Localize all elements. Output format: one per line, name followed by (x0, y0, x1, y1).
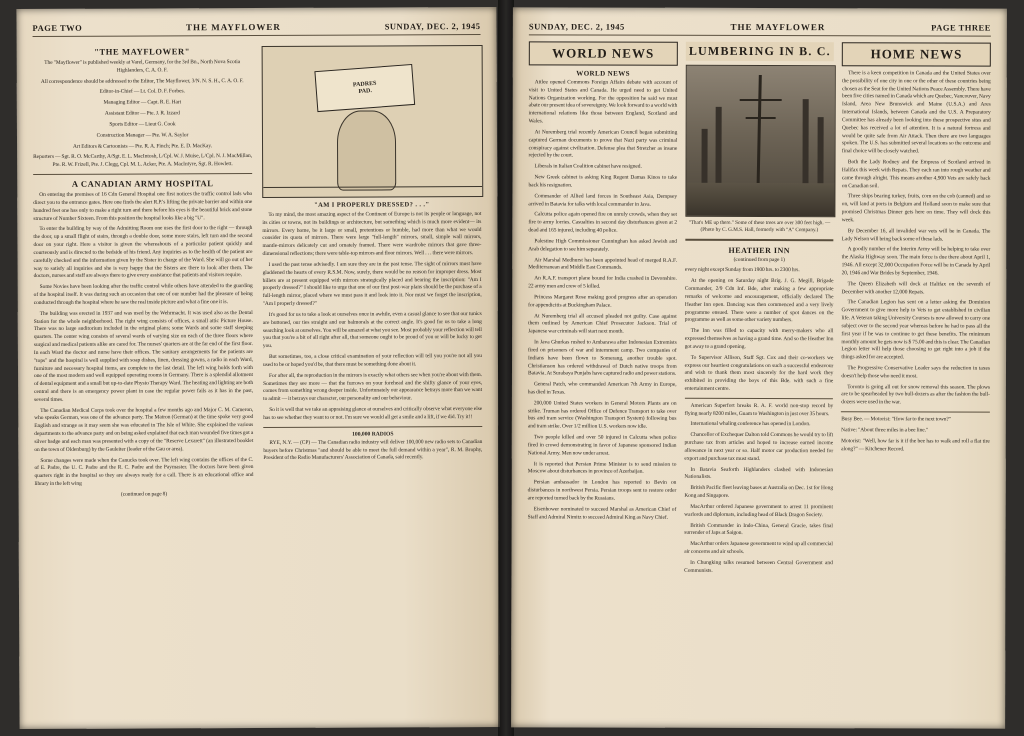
world-para-11: At Nuremberg trial all accused pleaded not guilty. Case against them outlined by American Chief Prosecutor Jackson. Trial of Japanese war criminals will start next month. (528, 312, 677, 335)
world-para-15: Two people killed and over 50 injured in Calcutta when police fired in crowd demonstrating in favor of Japanese sponsored Indian National Army. Men now under arrest. (527, 434, 677, 457)
world-para-14: 200,000 United States workers in General Motors Plants are on strike. Truman has ordered Office of Defence Transport to take over bus and tram service (Washington Transport System) following bus and tram strike. Over 1/2 million U.S. workers now idle. (527, 400, 677, 431)
heather-para-2: At the opening on Saturday night Brig. J. G. Megill, Brigade Commander, 2/9 Cdn Inf. Bde, after making a few appropriate remarks of welcome and encouragement, officially declared The Heather Inn open. Dancing was then commenced and a very lively programme ensued. There were a number of spot dances on the programme as well as some other variety numbers. (684, 278, 834, 324)
staff-line-1: Editor-in-Chief — Lt. Col. D. F. Forbes. (99, 88, 185, 96)
cartoon-illustration (262, 45, 484, 198)
staff-line-3: Assistant Editor — Pte. J. R. Izzard (104, 110, 180, 117)
radios-para: RYE, N.Y. — (CP) — The Canadian radio industry will deliver 100,000 new radio sets to Canadian buyers before Christmas "and should be able to meet the full demand within a year", R. M. Brophy, President of the Radio Manufacturers' Association of Canada, said recently. (263, 438, 483, 462)
heather-para-9: British Pacific fleet leaving bases at Australia on Dec. 1st for Hong Kong and Singapore. (684, 485, 834, 500)
home-para-4: By December 16, all invalided war vets will be in Canada. The Lady Nelson will bring back some of these lads. (841, 227, 991, 243)
divider-double-rule (685, 238, 834, 240)
left-page-masthead (32, 21, 480, 37)
radios-headline: 100,000 RADIOS (352, 431, 394, 438)
masthead-line-2: All correspondence should be addressed to the Editor, The Mayflower, 3/N. N. S. H., C. A. O. F. (40, 77, 244, 85)
newspaper-page-right (511, 7, 1007, 728)
cartoon-caption: "AM I PROPERLY DRESSED? . . ." (314, 201, 430, 209)
newspaper-page-left (16, 7, 499, 729)
left-folio-title: THE MAYFLOWER (185, 21, 281, 33)
home-para-5: A goodly number of the Interim Army will be helping to take over the Alaska Highway soon. The main force is due there about April 1, 1946. All except 32,000 Occupation Force will be in Canada by April 20, 1946 and War Brides by September, 1946. (841, 246, 991, 277)
world-news-subhead: WORLD NEWS (576, 69, 630, 78)
divider-rule-4 (841, 411, 990, 412)
home-para-6: The Queen Elizabeth will dock at Halifax on the seventh of December with another 12,000 Repats. (841, 280, 991, 295)
staff-line-5: Construction Manager — Pte. W. A. Saylor (96, 132, 189, 139)
staff-line-6: Art Editors & Cartoonists — Pte. R. A. Finch; Pte. E. D. MacKay. (72, 142, 213, 150)
photo-spar-pole (756, 75, 761, 195)
right-folio-left: SUNDAY, DEC. 2, 1945 (528, 21, 625, 32)
mirrors-para-4: But sometimes, too, a close critical examination of your reflection will tell you you're not all you used to be or hoped you'd be, that there must be something done about it. (262, 353, 482, 368)
world-para-17: Persian ambassador in London has reported to Bevin on disturbances in northwest Persia. Persian troops sent to restore order are reported turned back by the Russians. (527, 479, 677, 502)
heather-para-1: every night except Sunday from 1900 hrs. to 2300 hrs. (684, 267, 800, 274)
photo-ground (686, 183, 835, 216)
world-para-8: Air Marshal Medhurst has been appointed head of merged R.A.F. Mediterranean and Middle East Commands. (528, 256, 677, 272)
photo-rigging-2 (746, 117, 776, 119)
article-hospital-para-4: The building was erected in 1937 and was used by the Wehrmacht. It was used also as the Dental Station for the whole neighborhood. The right wing consists of offices, a small attic Picture House. There was no large auditorium included in the original plans; some Wards and some staff sleeping quarters. The center wing consists of several wards of varying size on each of the three floors where surgical and medical patients alike are cared for. The nurses' quarters are at the far end of the first floor. In each Ward the doctor and nurse have their offices. The sanitary arrangements for the patients are "tops" and the hospital is well supplied with soap dishes, linen, dressing gowns, a radio in each Ward, furniture and necessary hospital items, are complete to the last detail. The left wing holds forth with one of the most modern and well equipped operating rooms in Germany. There is a splendid allotment of dental equipment and a small but up-to-date Physio Therapy Ward. The heating and lighting are both central and there is an emergency power plant in case the regular power fails as it has in the past, several times. (33, 309, 254, 403)
article-hospital-title: A CANADIAN ARMY HOSPITAL (71, 178, 214, 189)
heather-para-7: Chancellor of Exchequer Dalton told Commons he would try to lift purchase tax from articles and hoped to increase earned income allowance in next year or so. Half motor car production needed for export and purchase tax must stand. (684, 432, 834, 462)
left-folio-left: PAGE TWO (32, 22, 83, 33)
divider-rule-3 (685, 398, 834, 399)
photo-tree-3 (802, 99, 808, 189)
article-hospital-para-1: On entering the premises of 16 Cdn General Hospital one first notices the traffic control lads who direct you to the entrance gates. Here one finds the alert R.P.'s lifting the private barrier and within one hundred feet one has only to make a right turn and there before his eyes is the beautiful brick and stone structure of Number Sixteen. From this position the hospital looks like a big "U". (33, 191, 253, 222)
world-para-18: Eisenhower nominated to succeed Marshal as American Chief of Staff and Admiral Nimitz to succeed Admiral King as Navy Chief. (527, 506, 677, 521)
mirrors-para-1: To my mind, the most amazing aspect of the Continent of Europe is not its people or language, not its cities or towns, not its buildings or architecture, but something which is much more evident— its mirrors. Every home, be it large or small, pretentious or humble, had more than what we would consider its quota of mirrors. There were large "full-length" mirrors, small, simple wall mirrors, mantle-mirrors delicately cut and ornately framed. There were wardrobe mirrors that gave three-dimensional reflections; there were table-top mirrors and floor mirrors. Well . . . there were mirrors. (262, 211, 482, 258)
photo-rigging-1 (740, 99, 782, 101)
world-para-4: New Greek cabinet is asking King Regent Damas Kinos to take back his resignation. (528, 174, 678, 189)
photo-tree-1 (701, 129, 707, 189)
photo-tree-4 (817, 117, 823, 189)
right-page-masthead (529, 21, 991, 36)
staff-line-4: Sports Editor — Lieut G. Cook (109, 121, 176, 128)
left-page-column-2 (262, 41, 483, 502)
article-hospital-para-5: The Canadian Medical Corps took over the hospital a few months ago and Major C. M. Cameron, who speaks German, was one of the advance party. The Matron (German) at the time spoke very good English and strange as it may seem she was educated in The Isle of White. She explained the various departments to the advance party and on being asked explained that each man wounded five times got a silver badge and each man was presented with a copy of the "Reserve Lexarett" (an illustrated booklet on the town of Oldenburg) by the Gauleiter (leader of the Gau or area). (34, 406, 254, 453)
divider-rule (33, 173, 252, 175)
world-para-10: Princess Margaret Rose making good progress after an operation for appendicitis at Buckingham Palace. (528, 294, 677, 309)
cartoon-sign (314, 64, 415, 112)
lumbering-photo-caption: "That's ME up there." Some of these trees are over 300 feet high. — (Photo by C. G.M.S. Hall, formerly with "A" Company.) (688, 219, 831, 234)
heather-para-5: American Superfort breaks R. A. F. world non-stop record by flying nearly 8200 miles, Guam to Washington in just over 35 hours. (684, 402, 834, 417)
home-para-3: Three ships bearing turkey, fruits, corn on the cob (canned) and so on, will land at ports in Belgium and Holland soon to make sure that promised Christmas Dinner gets here on time. They will dock this week. (841, 193, 991, 224)
heather-para-8: In Batavia Seaforth Highlanders clashed with Indonesian Nationalists. (684, 466, 834, 481)
world-para-5: Commander of Allied land forces in Southeast Asia, Dempsey arrived in Batavia for talks with local commander in Java. (528, 193, 678, 208)
photo-tree-2 (716, 106, 722, 189)
masthead-line-1: The "Mayflower" is published weekly at Varel, Germany, for the 3rd Bn., North Nova Scotia Highlanders, C. A. O. F. (44, 59, 241, 74)
heather-para-4: To Supervisor Allison, Staff Sgt. Cox and their co-workers we express our heartiest congratulations on such a successful endeavour and wish to thank them most sincerely for the hard work they exhibited in providing the boys of this Bde. with such a fine entertainment centre. (684, 354, 834, 392)
world-para-1: Attlee opened Commons Foreign Affairs debate with account of visit to United States and Canada. He urged need to get United Nations Organization working. For the opposition he said we must abate our present idea of sovereignty. We look forward to a world with international relations like those between England, Scotland and Wales. (528, 79, 678, 125)
right-folio-title: THE MAYFLOWER (730, 21, 826, 33)
world-para-12: In Java Ghurkas rushed to Ambarawa after Indonesian Extremists fired on prisoners of war and internment camp. Two companies of Indians have been flown to Somerang, another trouble spot. Christianson has ordered withdrawal of Dutch native troops from Batavia. At Surabaya Punjabs have captured radio and power stations. (527, 339, 677, 378)
section-banner-home-news: HOME NEWS (842, 42, 991, 66)
article-hospital-para-2: To enter the building by way of the Admitting Room one uses the first door to the right — through the door, up a small flight of stairs, through a double door, some more stairs, left turn and the second door on your right. Here a visitor is given the whereabouts of a particular patient quickly and courteously and is directed to the bedside of his friend. Any inquiries as to the health of the patient are carefully checked and the information given by the Sister in charge of the Ward. She will go out of her way to satisfy all inquiries and she is very happy that the Sisters are there to look after them. The doctors, nurses and staff are always there to give every assistance that patients and visitors require. (33, 225, 253, 280)
article-hospital-para-6: Some changes were made when the Canucks took over. The left wing contains the offices of the C. of E. Padre, the U. C. Padre and the R. C. Padre and the Paymaster. The doctors have been given quarters right in the hospital so they are always ready for a call. There is an educational office and library in the left wing (34, 456, 254, 488)
heather-para-6: International whaling conference has opened in London. (690, 421, 811, 428)
joke-line-2: Native: "About three miles in a bee line." (841, 427, 929, 434)
cartoon-sign-line-1: PADRES (352, 80, 377, 89)
section-banner-lumbering: LUMBERING IN B. C. (685, 42, 834, 61)
heather-inn-continued: (continued from page 1) (733, 256, 785, 263)
divider-rule-2 (263, 426, 482, 428)
home-para-9: Toronto is going all out for snow removal this season. The plows are to be spearheaded by two bull-dozers as after the fashion the bull-dozers were used in the war. (841, 383, 990, 406)
heather-para-12: MacArthur orders Japanese government to wind up all commercial air concerns and air schools. (684, 541, 833, 556)
staff-line-2: Managing Editor — Capt. R. E. Hart (103, 99, 182, 106)
joke-line-3: Motorist: "Well, how far is it if the bee has to walk and roll a flat tire along?" — Kitchener Record. (841, 437, 990, 452)
article-hospital-para-3: Some Novies have been looking after the traffic control while others have attended to the guarding of the hospital itself. It was during such an occasion that one of our number had the pleasure of being conducted through the hospital where he saw the real inside picture and what a fine one it is. (33, 283, 253, 306)
world-para-3: Liberals in Italian Coalition cabinet have resigned. (534, 163, 642, 170)
world-para-6: Calcutta police again opened fire on unruly crowds, when they set fire to army lorries. Casualties in second day disturbances given at 2 dead and 165 injured, including 40 police. (528, 211, 678, 234)
masthead-title: "THE MAYFLOWER" (94, 46, 191, 57)
world-para-7: Palestine High Commissioner Cunninghan has asked Jewish and Arab delegation to see him separately. (528, 238, 678, 253)
lumbering-photograph (685, 65, 836, 217)
home-para-2: Both the Lady Rodney and the Empress of Scotland arrived in Halifax this week with Repats. They each ran into rough weather and came through alright. This means another 4,900 Vets are safely back on Canadian soil. (841, 159, 991, 189)
mirrors-para-6: So it is well that we take an appraising glance at ourselves and critically observe what everyone else has to see whether they want to or not. I'm sure we would all get a smile and a lift, if we did. Try it!! (263, 406, 483, 421)
mirrors-para-2: I used the past tense advisedly. I am sure they are in the past tense. The sight of mirrors must have gladdened the hearts of every R.S.M. Now, surely, there would be no reason for improper dress. Most billets are at present equipped with mirrors strategically placed and bearing the inscription: "Am I properly dressed?" I should like to urge that one of our first post-war plans should be the purchase of a full-length mirror, placed where we must pass it and look into it. Nor must we forget the inscription, "Am I properly dressed?" (262, 260, 482, 308)
right-folio-right: PAGE THREE (931, 22, 991, 33)
mirrors-para-3: It's good for us to take a look at ourselves once in awhile, even a casual glance to see that our tunics are buttoned, our ties straight and our balmorals at the correct angle. It's good for us to take a long searching look at ourselves. You will be amazed at what you see. Most probably your reflection will tell you that you're a bit of all right after all, that someone ought to be proud of you or will be lucky to get you. (262, 310, 482, 350)
heather-inn-headline: HEATHER INN (728, 245, 791, 255)
world-para-16: It is reported that Persian Prime Minister is to send mission to Moscow about disturbances in province of Azerbaijan. (527, 461, 677, 476)
left-folio-right: SUNDAY, DEC. 2, 1945 (384, 21, 481, 32)
heather-para-13: In Chungking talks resumed between Central Government and Communists. (684, 559, 833, 574)
world-para-13: General Patch, who commanded American 7th Army in Europe, has died in Texas. (527, 381, 677, 396)
home-para-7: The Canadian Legion has sent on a letter asking the Dominion Government to give more help to Vets to get established in civilian life. A Veteran taking University Courses is now allowed to carry one subject over to the second year whereas before he had to pass all the first year if he was to continue to get these benefits. The minimum monthly amount he gets now is $ 75.00 and this is clear. The Canadian Legion letter will help those choosing to get right into a job if the things asked for are accepted. (841, 299, 991, 361)
cartoon-floor-line (263, 186, 482, 197)
cartoon-figure (337, 110, 396, 190)
right-page-column-world (527, 41, 677, 578)
home-para-8: The Progressive Conservative Leader says the reduction in taxes doesn't help those who need it most. (841, 365, 991, 380)
mirrors-para-5: For after all, the reproduction in the mirrors is exactly what others see when you're about with them. Sometimes they see more — that the furrows on your forehead and the shifty glance of your eyes, comes from something wrong deeper inside. Unfortunately our appearance betrays more than we want to admit — it betrays our character, our personality and our behaviour. (263, 371, 483, 403)
heather-para-11: British Commander in Indo-China, General Gracie, takes final surrender of Japs at Saigon. (684, 522, 833, 537)
cartoon-sign-line-2: PAD. (357, 87, 372, 95)
right-page-column-home (841, 42, 991, 579)
right-page-column-lumbering (684, 42, 834, 579)
staff-line-7: Reporters — Sgt. R. O. McCarthy, A/Sgt. E. L. MacIntosh, L/Cpl. W. J. Muise, L/Cpl. N. J. MacMillan, Pte. R. W. Frizell, Pte. J. Clegg, Cpl. M. L. Acker, Pte. A. MacIntyre, Sgt. R. Howlett. (33, 153, 253, 169)
heather-para-3: The Inn was filled to capacity with merry-makers who all expressed themselves as having a grand time. And so the Heather Inn got away to a grand opening. (684, 328, 834, 350)
joke-line-1: Busy Bee. — Motorist: "How far to the next town?" (841, 416, 952, 423)
home-para-1: There is a keen competition in Canada and the United States over the possibility of one city in one or the other of these countries being chosen as the Seat for the United Nations Peace Assembly. There have been five cities named in Canada which are Quebec, Vancouver, Navy Island, Area New Brunswick and Maine (U.S.A.) and Ares International Islands, between Canada and the U.S. A Preparatory Committee has already been looking into these prospective sites and Quebec has received a lot of attention. It is a natural fortress and would be quite safe from Air Attack. Then there are two languages spoken. The U.S. has submitted several locations so the outcome and final choice will be closely watched. (841, 70, 991, 155)
article-hospital-continued: (continued on page 8) (120, 491, 168, 498)
left-page-column-1 (33, 42, 254, 503)
heather-para-10: MacArthur ordered Japanese government to arrest 11 prominent warlords and diplomats, including head of Black Dragon Society. (684, 503, 833, 518)
section-banner-world-news: WORLD NEWS (529, 41, 678, 65)
world-para-9: An R.A.F. transport plane bound for India crashed in Devonshire. 22 army men and crew of 5 killed. (528, 275, 677, 290)
world-para-2: At Nuremberg trial recently American Council began submitting captured German documents to prove that Nazi party was criminal conspiracy against civilization. Defense plea that Stretcher as insane rejected by the court. (528, 129, 678, 159)
